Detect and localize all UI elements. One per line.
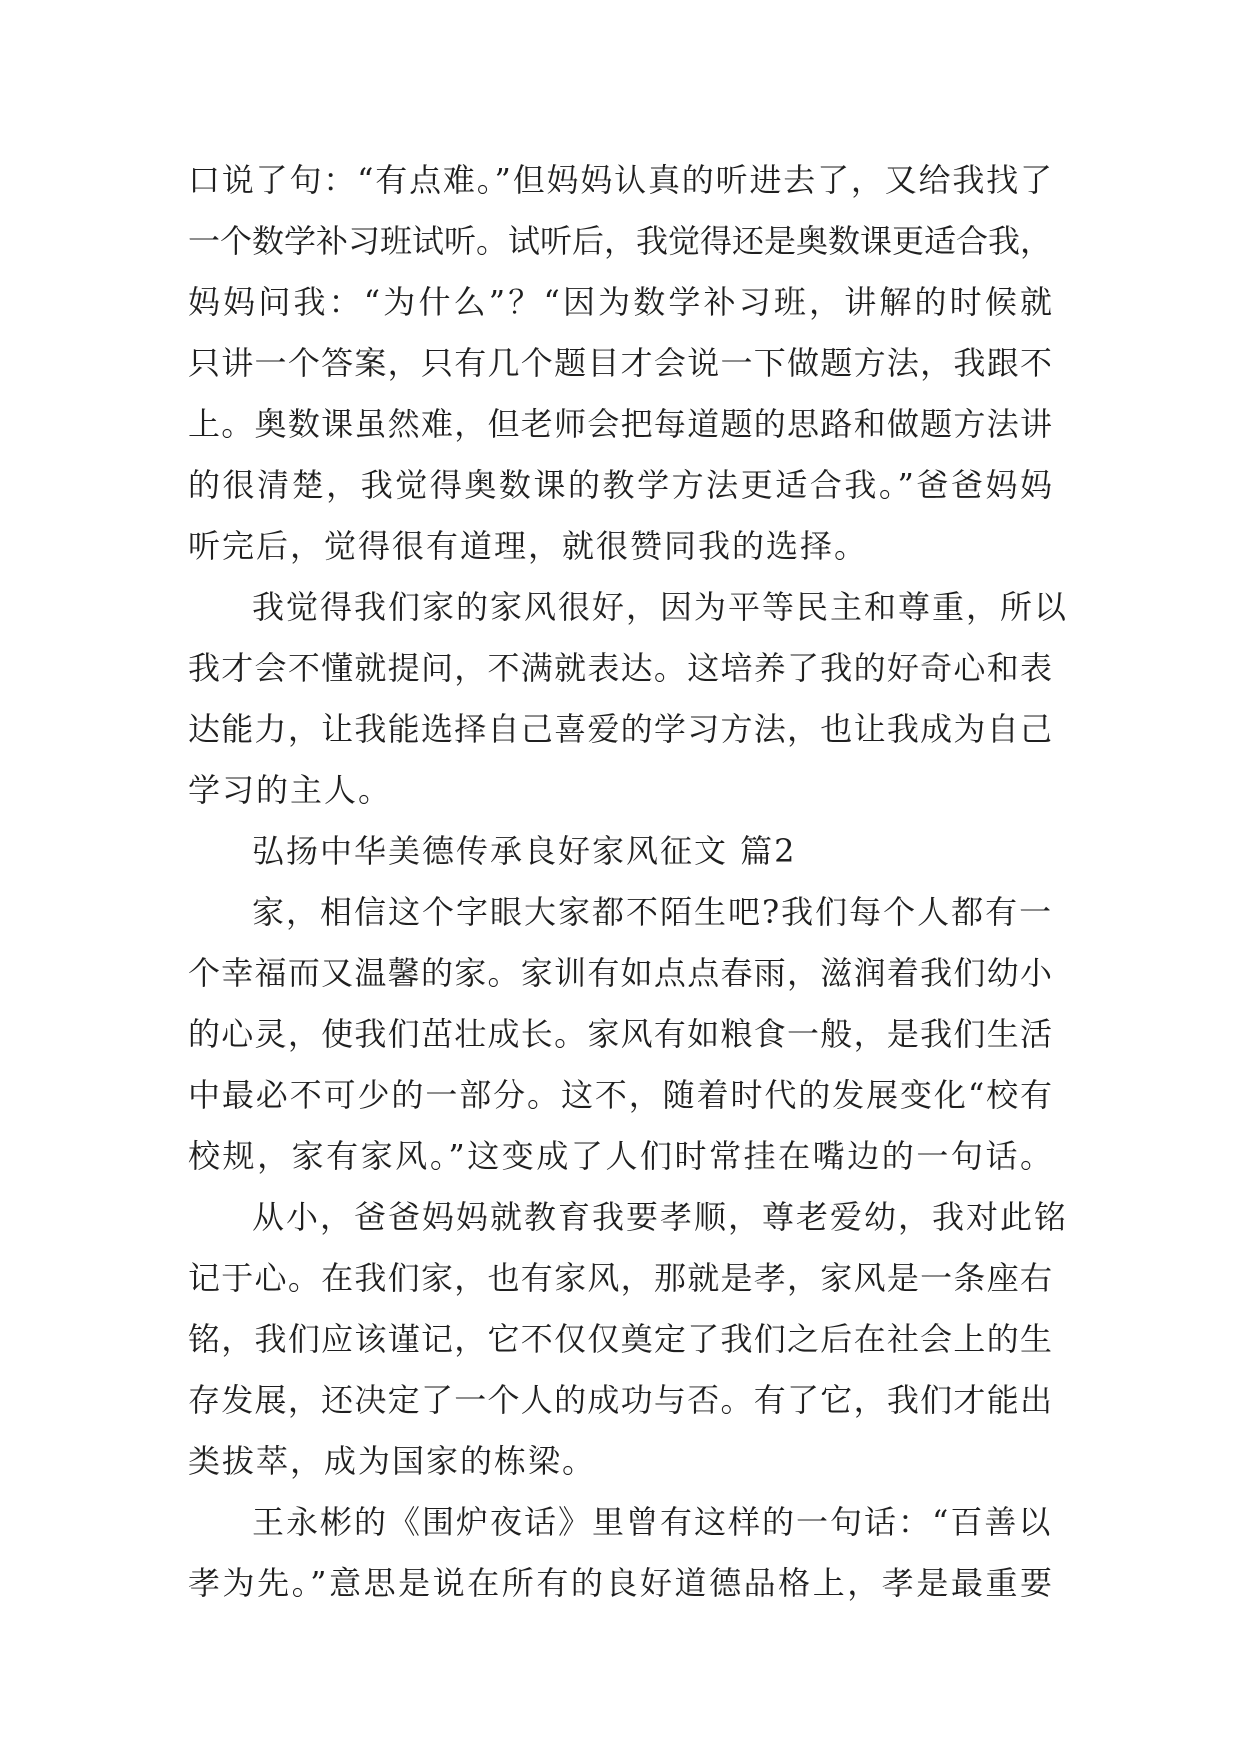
text-line: 铭，我们应该谨记，它不仅仅奠定了我们之后在社会上的生: [188, 1320, 1052, 1358]
text-line: 口说了句：“有点难。”但妈妈认真的听进去了，又给我找了: [188, 161, 1052, 199]
text-line: 我才会不懂就提问，不满就表达。这培养了我的好奇心和表: [188, 649, 1052, 687]
text-line: 只讲一个答案，只有几个题目才会说一下做题方法，我跟不: [188, 344, 1052, 382]
text-line: 上。奥数课虽然难，但老师会把每道题的思路和做题方法讲: [188, 405, 1052, 443]
paragraph-first-line: 从小，爸爸妈妈就教育我要孝顺，尊老爱幼，我对此铭: [252, 1198, 1069, 1236]
text-line: 的很清楚，我觉得奥数课的教学方法更适合我。”爸爸妈妈: [188, 466, 1052, 504]
paragraph-first-line: 家，相信这个字眼大家都不陌生吧?我们每个人都有一: [252, 893, 1054, 931]
paragraph-first-line: 王永彬的《围炉夜话》里曾有这样的一句话：“百善以: [252, 1503, 1053, 1541]
text-line: 记于心。在我们家，也有家风，那就是孝，家风是一条座右: [188, 1259, 1052, 1297]
text-line: 校规，家有家风。”这变成了人们时常挂在嘴边的一句话。: [188, 1137, 1052, 1175]
text-line: 一个数学补习班试听。试听后，我觉得还是奥数课更适合我，: [188, 222, 1053, 260]
text-line: 学习的主人。: [188, 771, 393, 809]
text-line: 妈妈问我：“为什么”？“因为数学补习班，讲解的时候就: [188, 283, 1052, 321]
text-line: 的心灵，使我们茁壮成长。家风有如粮食一般，是我们生活: [188, 1015, 1052, 1053]
text-line: 听完后，觉得很有道理，就很赞同我的选择。: [188, 527, 869, 565]
text-line: 中最必不可少的一部分。这不，随着时代的发展变化“校有: [188, 1076, 1052, 1114]
paragraph-first-line: 我觉得我们家的家风很好，因为平等民主和尊重，所以: [252, 588, 1069, 626]
text-line: 类拔萃，成为国家的栋梁。: [188, 1442, 597, 1480]
text-line: 个幸福而又温馨的家。家训有如点点春雨，滋润着我们幼小: [188, 954, 1052, 992]
text-line: 达能力，让我能选择自己喜爱的学习方法，也让我成为自己: [188, 710, 1052, 748]
body-text: [188, 150, 1069, 1614]
text-line: 存发展，还决定了一个人的成功与否。有了它，我们才能出: [188, 1381, 1052, 1419]
section-heading: 弘扬中华美德传承良好家风征文 篇2: [252, 832, 797, 870]
text-line: 孝为先。”意思是说在所有的良好道德品格上，孝是最重要: [188, 1564, 1052, 1602]
